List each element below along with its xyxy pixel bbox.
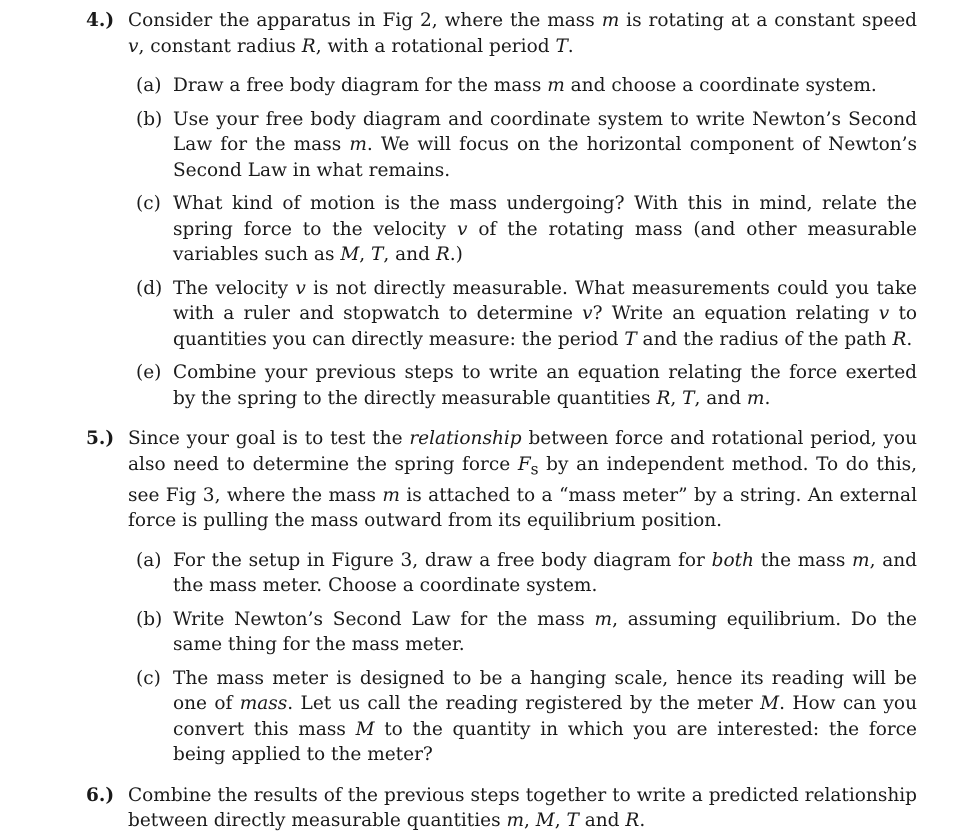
- math-symbol: relationship: [409, 428, 522, 449]
- text-run: to quantities you can directly measure: the period: [173, 303, 918, 350]
- math-symbol: m: [746, 387, 765, 409]
- problem-4: [86, 8, 917, 411]
- text-run: .): [449, 244, 463, 265]
- text-run: and: [578, 810, 626, 832]
- math-symbol: M: [355, 718, 375, 740]
- part-label: (e): [136, 362, 162, 383]
- math-subscript: s: [530, 460, 539, 479]
- part-text: [173, 609, 917, 656]
- problem-number: 5.): [86, 428, 115, 449]
- text-run: Use your free body diagram and coordinate system to write Newton’s Second Law for the mass: [173, 108, 917, 155]
- text-run: . We will focus on the horizontal component of Newton’s Second Law in what remains.: [173, 134, 917, 181]
- text-run: .: [639, 810, 646, 832]
- part-label: (c): [136, 667, 161, 689]
- math-symbol: v: [457, 218, 468, 240]
- math-symbol: v: [878, 303, 890, 324]
- text-run: ,: [670, 387, 683, 409]
- part-label: (d): [136, 277, 163, 299]
- math-symbol: m: [852, 549, 870, 571]
- problem-statement: [128, 8, 917, 59]
- part-text: [173, 362, 917, 409]
- text-run: is not directly measurable. What measurements could you take with a ruler and stopwatch to determine: [173, 277, 917, 324]
- math-symbol: M: [340, 244, 360, 265]
- problem-part: [128, 666, 917, 768]
- math-symbol: T: [624, 328, 637, 350]
- text-run: Write Newton’s Second Law for the mass: [173, 608, 595, 630]
- math-symbol: R: [892, 328, 907, 350]
- text-run: , assuming equilibrium. Do the same thing for the mass meter.: [173, 608, 917, 656]
- text-run: Combine your previous steps to write an equation relating the force exerted by the spring to the directly measurable quantities: [173, 362, 917, 409]
- problem-part: [128, 107, 917, 184]
- part-text: [173, 278, 917, 350]
- text-run: is rotating at a constant speed: [619, 10, 917, 31]
- text-run: Draw a free body diagram for the mass: [173, 75, 548, 96]
- part-label: (c): [136, 193, 161, 214]
- math-symbol: T: [566, 810, 579, 832]
- text-run: ,: [524, 810, 536, 832]
- problem-part: [128, 276, 917, 353]
- problem-part: [128, 548, 917, 599]
- part-text: [173, 75, 877, 96]
- text-run: , and: [694, 387, 747, 409]
- problem-part: [128, 360, 917, 411]
- text-run: , and the mass meter. Choose a coordinate system.: [173, 549, 917, 597]
- part-text: [173, 668, 917, 766]
- math-symbol: v: [295, 277, 306, 299]
- math-symbol: v: [128, 35, 139, 57]
- problem-part: [128, 607, 917, 658]
- math-symbol: m: [601, 10, 620, 31]
- math-symbol: both: [711, 549, 754, 571]
- text-run: ? Write an equation relating: [592, 303, 879, 324]
- problem-part: [128, 73, 917, 99]
- math-symbol: T: [682, 387, 695, 409]
- math-symbol: mass: [239, 693, 288, 715]
- problem-part: [128, 191, 917, 268]
- part-text: [173, 193, 917, 265]
- problem-number: 6.): [86, 784, 115, 806]
- math-symbol: m: [506, 810, 525, 832]
- part-text: [173, 550, 917, 597]
- text-run: . How can you convert this mass: [173, 693, 917, 740]
- part-label: (b): [136, 108, 163, 130]
- math-symbol: R: [301, 35, 316, 57]
- problem-statement: [128, 783, 917, 834]
- part-label: (a): [136, 75, 162, 96]
- part-text: [173, 109, 917, 181]
- part-label: (b): [136, 608, 163, 630]
- math-symbol: M: [535, 810, 555, 832]
- text-run: between force and rotational period, you also need to determine the spring force: [128, 428, 917, 475]
- text-run: ,: [554, 810, 567, 832]
- part-label: (a): [136, 549, 162, 571]
- math-symbol: v: [582, 303, 593, 324]
- problem-number: 4.): [86, 10, 115, 31]
- text-run: .: [567, 35, 574, 57]
- text-run: The mass meter is designed to be a hanging scale, hence its reading will be one of: [173, 667, 917, 715]
- text-run: Since your goal is to test the: [128, 428, 410, 449]
- text-run: For the setup in Figure 3, draw a free body diagram for: [173, 549, 712, 571]
- text-run: of the rotating mass (and other measurable variables such as: [173, 218, 917, 265]
- problem-5: [86, 426, 917, 768]
- math-symbol: m: [382, 484, 400, 506]
- math-symbol: R: [625, 810, 640, 832]
- math-symbol: R: [656, 387, 671, 409]
- math-symbol: T: [555, 35, 568, 57]
- text-run: Combine the results of the previous steps together to write a predicted relationship between directly measurable quantities: [128, 784, 917, 832]
- problem-statement: [128, 426, 917, 534]
- text-run: ,: [359, 244, 372, 265]
- text-run: the mass: [753, 549, 853, 571]
- problem-6: [86, 783, 917, 834]
- math-symbol: R: [435, 244, 450, 265]
- text-run: and the radius of the path: [636, 328, 893, 350]
- problem-parts: [128, 73, 917, 411]
- text-run: to the quantity in which you are interested: the force being applied to the meter?: [173, 718, 917, 766]
- math-symbol: m: [349, 134, 367, 155]
- text-run: .: [906, 328, 913, 350]
- text-run: by an independent method. To do this, see Fig 3, where the mass: [128, 453, 917, 506]
- text-run: Consider the apparatus in Fig 2, where the mass: [128, 10, 602, 31]
- text-run: What kind of motion is the mass undergoing? With this in mind, relate the spring force to the velocity: [173, 193, 917, 240]
- math-symbol: F: [517, 453, 531, 475]
- text-run: The velocity: [173, 277, 296, 299]
- text-run: .: [764, 387, 771, 409]
- problem-parts: [128, 548, 917, 768]
- text-run: . Let us call the reading registered by the meter: [287, 693, 761, 715]
- text-run: , with a rotational period: [315, 35, 556, 57]
- text-run: , constant radius: [138, 35, 302, 57]
- text-run: and choose a coordinate system.: [564, 75, 877, 96]
- math-symbol: m: [547, 75, 565, 96]
- math-symbol: M: [760, 693, 780, 715]
- math-symbol: T: [371, 244, 384, 265]
- math-symbol: m: [594, 608, 613, 630]
- text-run: is attached to a “mass meter” by a string. An external force is pulling the mass outward from its equilibrium position.: [128, 484, 917, 532]
- text-run: , and: [383, 244, 436, 265]
